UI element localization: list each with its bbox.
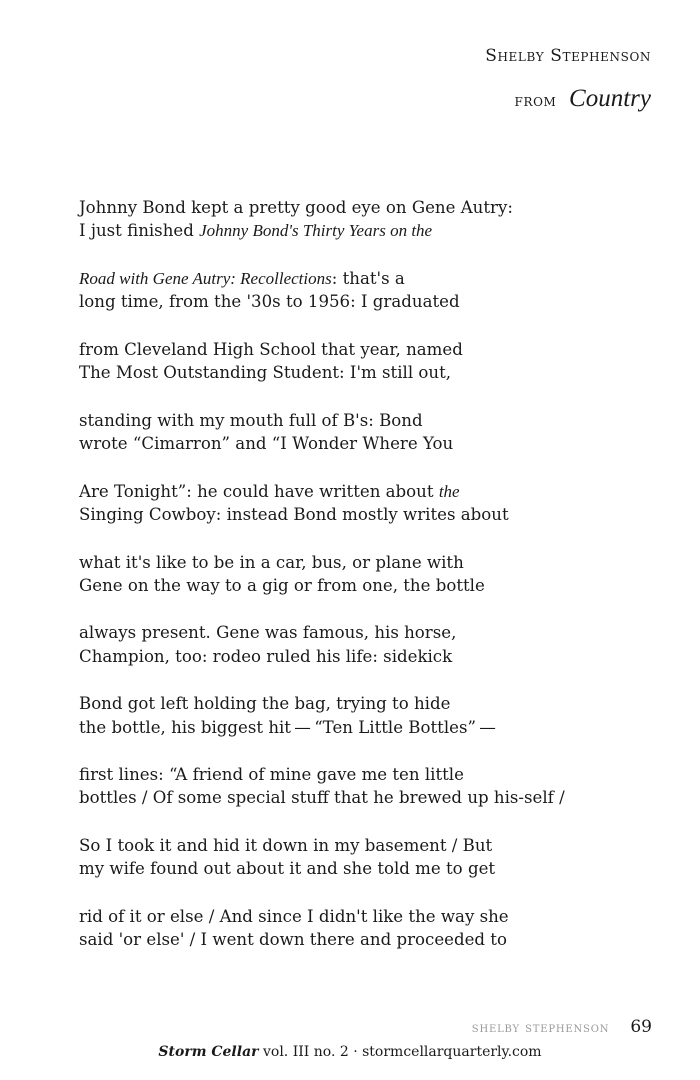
poem-line <box>79 621 565 644</box>
poem-line <box>79 786 565 809</box>
italic-segment: Road with Gene Autry: Recollections <box>79 268 332 288</box>
stanza <box>79 621 565 667</box>
journal-website: stormcellarquarterly.com <box>362 1044 542 1060</box>
poem-line <box>79 763 565 786</box>
poem-line <box>79 267 565 290</box>
poem-body <box>79 196 565 976</box>
text-segment: what it's like to be in a car, bus, or plane with <box>79 552 464 572</box>
author-name: Shelby Stephenson <box>485 46 651 66</box>
text-segment: : that's a <box>331 268 405 288</box>
stanza <box>79 551 565 597</box>
poem-line <box>79 857 565 880</box>
text-segment: The Most Outstanding Student: I'm still out, <box>79 363 452 383</box>
text-segment: Bond got left holding the bag, trying to hide <box>79 694 451 714</box>
poem-title <box>515 84 651 113</box>
poem-line <box>79 716 565 739</box>
poem-line <box>79 692 565 715</box>
poem-line <box>79 503 565 526</box>
stanza <box>79 409 565 455</box>
text-segment: rid of it or else / And since I didn't like the way she <box>79 907 509 927</box>
text-segment: Gene on the way to a gig or from one, the bottle <box>79 575 485 595</box>
poem-line <box>79 645 565 668</box>
text-segment: So I took it and hid it down in my basement / But <box>79 836 493 856</box>
text-segment: said 'or else' / I went down there and proceeded to <box>79 930 507 950</box>
text-segment: my wife found out about it and she told me to get <box>79 859 496 879</box>
poem-line <box>79 196 565 219</box>
text-segment: from Cleveland High School that year, named <box>79 339 463 359</box>
text-segment: wrote “Cimarron” and “I Wonder Where You <box>79 433 454 453</box>
italic-segment: the <box>438 481 460 501</box>
title-text: Country <box>569 85 651 112</box>
stanza <box>79 338 565 384</box>
poem-line <box>79 905 565 928</box>
poem-line <box>79 574 565 597</box>
text-segment: long time, from the '30s to 1956: I graduated <box>79 292 460 312</box>
poem-line <box>79 338 565 361</box>
journal-name: Storm Cellar <box>158 1044 259 1060</box>
citation-separator: · <box>353 1044 358 1060</box>
poem-line <box>79 928 565 951</box>
journal-citation <box>0 1044 700 1060</box>
poem-line <box>79 834 565 857</box>
poem-line <box>79 480 565 503</box>
poem-line <box>79 219 565 242</box>
text-segment: Johnny Bond kept a pretty good eye on Gene Autry: <box>79 198 513 217</box>
stanza <box>79 480 565 526</box>
text-segment: the bottle, his biggest hit — “Ten Little Bottles” — <box>79 717 496 737</box>
text-segment: bottles / Of some special stuff that he brewed up his-self / <box>79 788 565 808</box>
text-segment: always present. Gene was famous, his horse, <box>79 623 457 643</box>
text-segment: Champion, too: rodeo ruled his life: sidekick <box>79 646 453 666</box>
poem-line <box>79 551 565 574</box>
text-segment: I just finished <box>79 221 200 241</box>
stanza <box>79 692 565 738</box>
poem-line <box>79 361 565 384</box>
stanza <box>79 763 565 809</box>
poem-line <box>79 409 565 432</box>
stanza <box>79 196 565 242</box>
stanza <box>79 905 565 951</box>
footer-author: shelby stephenson <box>471 1020 610 1036</box>
poem-line <box>79 290 565 313</box>
title-from-label: from <box>514 91 557 111</box>
text-segment: Singing Cowboy: instead Bond mostly writes about <box>79 504 509 524</box>
text-segment: first lines: “A friend of mine gave me ten little <box>79 765 464 785</box>
text-segment: Are Tonight”: he could have written about <box>79 481 439 501</box>
text-segment: standing with my mouth full of B's: Bond <box>79 410 423 430</box>
stanza <box>79 834 565 880</box>
poem-line <box>79 432 565 455</box>
journal-issue: vol. III no. 2 <box>262 1044 349 1060</box>
italic-segment: Johnny Bond's Thirty Years on the <box>199 221 433 241</box>
stanza <box>79 267 565 313</box>
running-footer <box>472 1017 652 1037</box>
page-number: 69 <box>630 1017 652 1037</box>
